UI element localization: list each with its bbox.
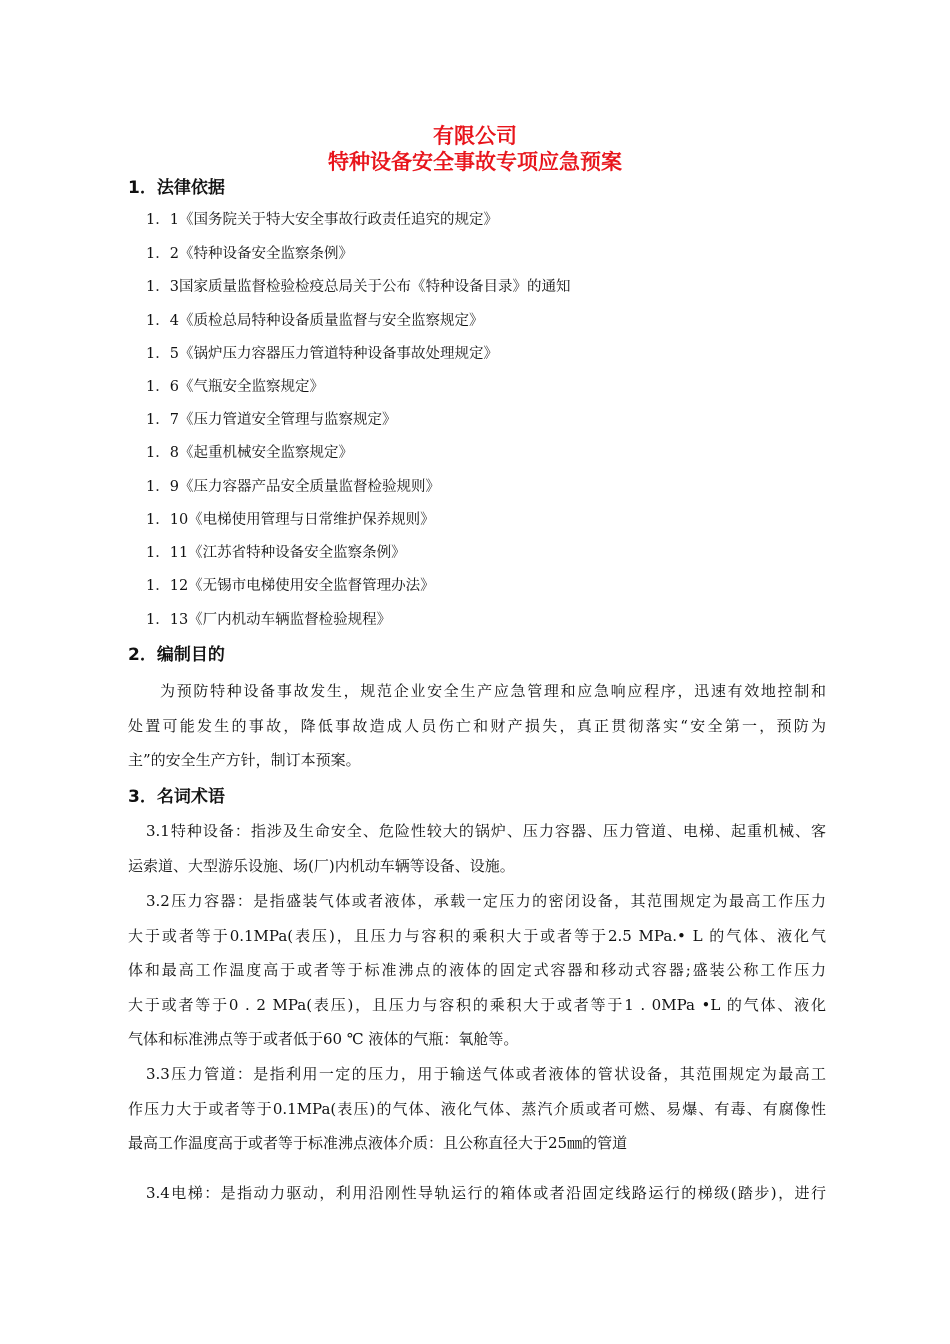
paragraph-line: 3.2压力容器：是指盛装气体或者液体，承载一定压力的密闭设备，其范围规定为最高工作压力 bbox=[146, 892, 826, 910]
term-pressure-pipeline bbox=[128, 1057, 826, 1161]
paragraph-line: 3.3压力管道：是指利用一定的压力，用于输送气体或者液体的管状设备，其范围规定为最高工 bbox=[146, 1065, 826, 1083]
list-item: 1．7《压力管道安全管理与监察规定》 bbox=[146, 412, 397, 428]
list-item: 1．5《锅炉压力容器压力管道特种设备事故处理规定》 bbox=[146, 346, 498, 362]
section-heading-purpose: 2．编制目的 bbox=[128, 645, 225, 665]
document-title-company: 有限公司 bbox=[433, 124, 517, 148]
list-item: 1．12《无锡市电梯使用安全监督管理办法》 bbox=[146, 578, 435, 594]
list-item: 1．4《质检总局特种设备质量监督与安全监察规定》 bbox=[146, 313, 484, 329]
paragraph-line: 气体和标准沸点等于或者低于60 ℃ 液体的气瓶：氧舱等。 bbox=[128, 1030, 519, 1048]
list-item: 1．3国家质量监督检验检疫总局关于公布《特种设备目录》的通知 bbox=[146, 279, 571, 295]
term-special-equipment bbox=[128, 814, 826, 883]
purpose-paragraph bbox=[128, 674, 826, 778]
paragraph-line: 处置可能发生的事故，降低事故造成人员伤亡和财产损失，真正贯彻落实“安全第一，预防为 bbox=[128, 716, 826, 735]
paragraph-line: 大于或者等于0.1MPa(表压)，且压力与容积的乘积大于或者等于2.5 MPa.• L 的气体、液化气 bbox=[128, 926, 826, 945]
list-item: 1．2《特种设备安全监察条例》 bbox=[146, 246, 353, 262]
term-elevator bbox=[128, 1176, 826, 1211]
section-heading-legal-basis: 1．法律依据 bbox=[128, 178, 225, 198]
paragraph-line: 主”的安全生产方针，制订本预案。 bbox=[128, 751, 361, 769]
document-title: 特种设备安全事故专项应急预案 bbox=[328, 150, 622, 174]
list-item: 1．6《气瓶安全监察规定》 bbox=[146, 379, 324, 395]
list-item: 1．9《压力容器产品安全质量监督检验规则》 bbox=[146, 479, 440, 495]
paragraph-line: 为预防特种设备事故发生，规范企业安全生产应急管理和应急响应程序，迅速有效地控制和 bbox=[160, 682, 826, 700]
list-item: 1．8《起重机械安全监察规定》 bbox=[146, 445, 353, 461]
paragraph-line: 体和最高工作温度高于或者等于标准沸点的液体的固定式容器和移动式容器;盛装公称工作压力 bbox=[128, 961, 826, 979]
list-item: 1．1《国务院关于特大安全事故行政责任追究的规定》 bbox=[146, 212, 498, 228]
paragraph-line: 最高工作温度高于或者等于标准沸点液体介质：且公称直径大于25㎜的管道 bbox=[128, 1134, 628, 1152]
section-heading-terms: 3．名词术语 bbox=[128, 787, 225, 807]
paragraph-line: 作压力大于或者等于0.1MPa(表压)的气体、液化气体、蒸汽介质或者可燃、易爆、有毒、有腐像性 bbox=[128, 1099, 826, 1118]
paragraph-line: 运索道、大型游乐设施、场(厂)内机动车辆等设备、设施。 bbox=[128, 856, 515, 875]
term-pressure-vessel bbox=[128, 884, 826, 1057]
list-item: 1．11《江苏省特种设备安全监察条例》 bbox=[146, 545, 406, 561]
list-item: 1．13《厂内机动车辆监督检验规程》 bbox=[146, 612, 392, 628]
paragraph-line: 3.1特种设备：指涉及生命安全、危险性较大的锅炉、压力容器、压力管道、电梯、起重机械、客 bbox=[146, 822, 826, 840]
paragraph-line: 3.4电梯：是指动力驱动，利用沿刚性导轨运行的箱体或者沿固定线路运行的梯级(踏步)，进行 bbox=[146, 1184, 826, 1202]
list-item: 1．10《电梯使用管理与日常维护保养规则》 bbox=[146, 512, 435, 528]
paragraph-line: 大于或者等于0 . 2 MPa(表压)，且压力与容积的乘积大于或者等于1 . 0MPa •L 的气体、液化 bbox=[128, 995, 826, 1014]
